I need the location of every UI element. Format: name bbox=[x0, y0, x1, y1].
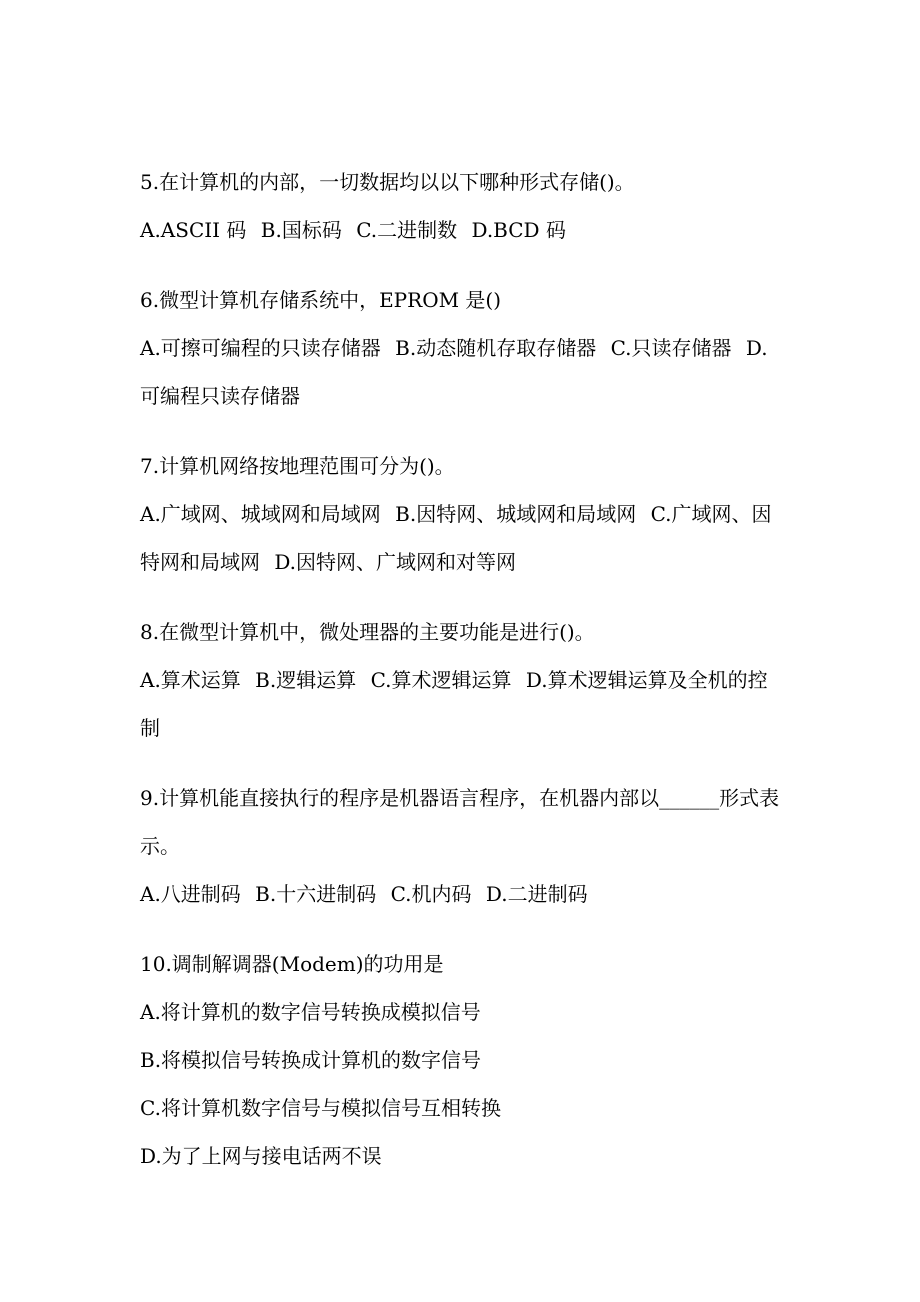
question-stem: 8.在微型计算机中，微处理器的主要功能是进行()。 bbox=[140, 620, 595, 644]
option-a: A.将计算机的数字信号转换成模拟信号 bbox=[140, 1000, 481, 1024]
option-b: B.因特网、城域网和局域网 bbox=[395, 502, 637, 526]
option-d: D.BCD 码 bbox=[471, 218, 566, 242]
question-stem: 10.调制解调器(Modem)的功用是 bbox=[140, 952, 444, 976]
question-10 bbox=[140, 940, 782, 1180]
option-d: D.为了上网与接电话两不误 bbox=[140, 1144, 382, 1168]
question-7 bbox=[140, 442, 782, 586]
option-d: D.因特网、广域网和对等网 bbox=[274, 550, 517, 574]
option-d: D.二进制码 bbox=[485, 882, 588, 906]
option-c: C.算术逻辑运算 bbox=[370, 668, 512, 692]
question-6 bbox=[140, 276, 782, 420]
option-a: A.广域网、城域网和局域网 bbox=[140, 502, 381, 526]
question-stem: 7.计算机网络按地理范围可分为()。 bbox=[140, 454, 455, 478]
option-a: A.八进制码 bbox=[140, 882, 241, 906]
option-c: C.将计算机数字信号与模拟信号互相转换 bbox=[140, 1096, 501, 1120]
option-a: A.可擦可编程的只读存储器 bbox=[140, 336, 381, 360]
option-d: D.算术逻辑运算及全机的控制 bbox=[140, 668, 768, 740]
option-b: B.十六进制码 bbox=[255, 882, 377, 906]
option-b: B.国标码 bbox=[260, 218, 342, 242]
option-c: C.只读存储器 bbox=[610, 336, 732, 360]
option-d: D.可编程只读存储器 bbox=[140, 336, 768, 408]
question-stem: 6.微型计算机存储系统中，EPROM 是() bbox=[140, 288, 502, 312]
question-list bbox=[140, 158, 782, 1202]
option-a: A.ASCII 码 bbox=[140, 218, 247, 242]
question-8 bbox=[140, 608, 782, 752]
option-c: C.机内码 bbox=[390, 882, 472, 906]
option-c: C.二进制数 bbox=[356, 218, 458, 242]
option-b: B.动态随机存取存储器 bbox=[395, 336, 597, 360]
question-stem: 5.在计算机的内部，一切数据均以以下哪种形式存储()。 bbox=[140, 170, 635, 194]
question-stem: 9.计算机能直接执行的程序是机器语言程序，在机器内部以______形式表示。 bbox=[140, 786, 780, 858]
question-9 bbox=[140, 774, 782, 918]
option-c: C.广域网、因特网和局域网 bbox=[140, 502, 772, 574]
option-a: A.算术运算 bbox=[140, 668, 241, 692]
option-b: B.逻辑运算 bbox=[255, 668, 357, 692]
option-b: B.将模拟信号转换成计算机的数字信号 bbox=[140, 1048, 482, 1072]
question-5 bbox=[140, 158, 782, 254]
